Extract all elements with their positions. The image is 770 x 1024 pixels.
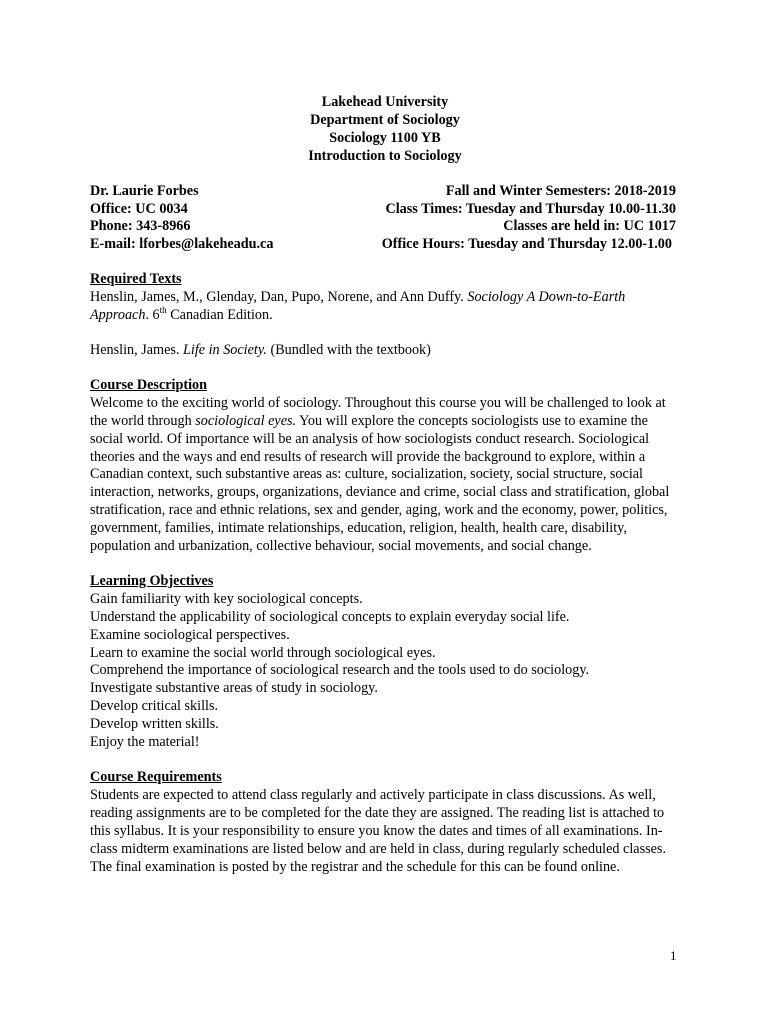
section-heading: Course Description [90, 376, 208, 393]
objective-item: Understand the applicability of sociological concepts to explain everyday social life. [90, 608, 570, 625]
objective-item: Develop critical skills. [90, 698, 219, 715]
document-header [90, 94, 680, 166]
required-texts-section [90, 271, 680, 360]
contact-row [90, 236, 680, 254]
objective-item: Investigate substantive areas of study in sociology. [90, 680, 378, 697]
office-hours: Office Hours: Tuesday and Thursday 12.00-1.00 [381, 236, 672, 253]
objective-item: Enjoy the material! [90, 734, 200, 751]
class-location: Classes are held in: UC 1017 [503, 218, 676, 235]
section-heading: Required Texts [90, 271, 182, 288]
class-times: Class Times: Tuesday and Thursday 10.00-11.30 [385, 200, 676, 217]
course-description-section [90, 377, 680, 556]
department-name: Department of Sociology [310, 111, 460, 128]
objective-item: Examine sociological perspectives. [90, 626, 290, 643]
page-number: 1 [670, 948, 677, 963]
email: E-mail: lforbes@lakeheadu.ca [90, 236, 274, 253]
objective-item: Gain familiarity with key sociological concepts. [90, 590, 363, 607]
course-description-text: Welcome to the exciting world of sociology. Throughout this course you will be challenged to look at the world through sociological eyes. You will explore the concepts sociologists use to examine the social world. Of importance will be an analysis of how sociologists conduct research. Sociological theories and the ways and end results of research will provide the background to explore, within a Canadian context, such substantive areas as: culture, socialization, society, social structure, social interaction, networks, groups, organizations, deviance and crime, social class and stratification, global stratification, race and ethnic relations, sex and gender, aging, work and the economy, power, politics, government, families, intimate relationships, education, religion, health, health care, disability, population and urbanization, collective behaviour, social movements, and social change. [90, 394, 670, 555]
contact-block [90, 183, 680, 255]
contact-row [90, 218, 680, 236]
objective-item: Develop written skills. [90, 716, 219, 733]
course-code: Sociology 1100 YB [329, 129, 441, 146]
learning-objectives-section [90, 573, 680, 752]
office: Office: UC 0034 [90, 200, 188, 217]
required-text-1: Henslin, James, M., Glenday, Dan, Pupo, Norene, and Ann Duffy. Sociology A Down-to-Earth Approach. 6th Canadian Edition. [90, 289, 626, 324]
phone: Phone: 343-8966 [90, 218, 191, 235]
course-requirements-text: Students are expected to attend class regularly and actively participate in class discussions. As well, reading assignments are to be completed for the date they are assigned. The reading list is attached to this syllabus. It is your responsibility to ensure you know the dates and times of all examinations. In-class midterm examinations are listed below and are held in class, during regularly scheduled classes. The final examination is posted by the registrar and the schedule for this can be found online. [90, 786, 666, 875]
university-name: Lakehead University [321, 94, 449, 110]
contact-row [90, 183, 680, 201]
instructor-name: Dr. Laurie Forbes [90, 182, 199, 199]
semesters: Fall and Winter Semesters: 2018-2019 [445, 182, 676, 199]
required-text-2: Henslin, James. Life in Society. (Bundled with the textbook) [90, 341, 431, 358]
syllabus-page [90, 94, 680, 876]
objective-item: Learn to examine the social world through sociological eyes. [90, 644, 436, 661]
contact-row [90, 201, 680, 219]
objective-item: Comprehend the importance of sociological research and the tools used to do sociology. [90, 662, 590, 679]
section-heading: Learning Objectives [90, 572, 214, 589]
course-title: Introduction to Sociology [308, 147, 462, 164]
course-requirements-section [90, 769, 680, 876]
section-heading: Course Requirements [90, 769, 222, 785]
